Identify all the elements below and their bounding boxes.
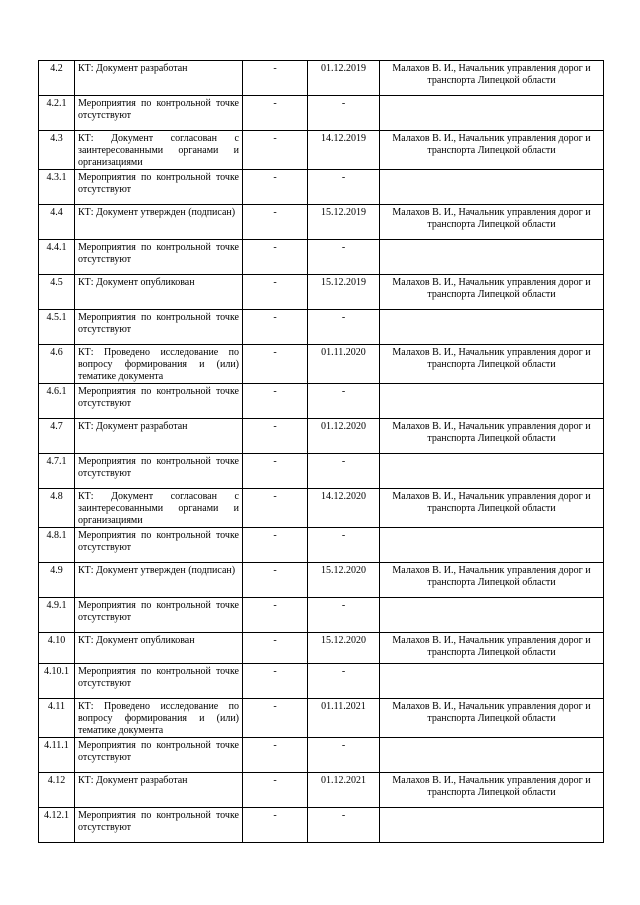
row-start: - [243, 454, 308, 489]
row-responsible [380, 384, 604, 419]
row-number: 4.8 [39, 489, 75, 528]
row-date: - [308, 808, 380, 843]
row-responsible [380, 808, 604, 843]
row-date: - [308, 454, 380, 489]
row-title: Мероприятия по контрольной точке отсутствуют [75, 310, 243, 345]
row-title: КТ: Документ разработан [75, 773, 243, 808]
row-date: 01.11.2021 [308, 699, 380, 738]
row-date: 15.12.2020 [308, 563, 380, 598]
row-number: 4.11 [39, 699, 75, 738]
row-date: 15.12.2019 [308, 275, 380, 310]
plan-table [38, 60, 604, 843]
row-date: 01.12.2020 [308, 419, 380, 454]
table-row [39, 205, 604, 240]
row-responsible: Малахов В. И., Начальник управления дорог и транспорта Липецкой области [380, 419, 604, 454]
plan-table-body [39, 61, 604, 843]
table-row [39, 61, 604, 96]
row-responsible [380, 598, 604, 633]
row-start: - [243, 489, 308, 528]
row-responsible: Малахов В. И., Начальник управления дорог и транспорта Липецкой области [380, 563, 604, 598]
row-date: - [308, 528, 380, 563]
row-number: 4.10.1 [39, 664, 75, 699]
table-row [39, 633, 604, 664]
row-date: 01.12.2019 [308, 61, 380, 96]
table-row [39, 275, 604, 310]
row-title: Мероприятия по контрольной точке отсутствуют [75, 384, 243, 419]
table-row [39, 384, 604, 419]
row-title: Мероприятия по контрольной точке отсутствуют [75, 528, 243, 563]
row-start: - [243, 61, 308, 96]
row-responsible [380, 240, 604, 275]
row-title: Мероприятия по контрольной точке отсутствуют [75, 808, 243, 843]
row-title: Мероприятия по контрольной точке отсутствуют [75, 454, 243, 489]
table-row [39, 664, 604, 699]
row-responsible: Малахов В. И., Начальник управления дорог и транспорта Липецкой области [380, 61, 604, 96]
row-start: - [243, 131, 308, 170]
table-row [39, 131, 604, 170]
table-row [39, 489, 604, 528]
row-title: КТ: Документ утвержден (подписан) [75, 205, 243, 240]
row-start: - [243, 275, 308, 310]
row-responsible [380, 454, 604, 489]
row-responsible: Малахов В. И., Начальник управления дорог и транспорта Липецкой области [380, 205, 604, 240]
row-number: 4.7.1 [39, 454, 75, 489]
row-title: Мероприятия по контрольной точке отсутствуют [75, 738, 243, 773]
row-date: 14.12.2020 [308, 489, 380, 528]
table-row [39, 170, 604, 205]
row-responsible: Малахов В. И., Начальник управления дорог и транспорта Липецкой области [380, 699, 604, 738]
row-responsible: Малахов В. И., Начальник управления дорог и транспорта Липецкой области [380, 131, 604, 170]
row-date: - [308, 240, 380, 275]
row-responsible: Малахов В. И., Начальник управления дорог и транспорта Липецкой области [380, 633, 604, 664]
row-date: - [308, 310, 380, 345]
row-number: 4.9.1 [39, 598, 75, 633]
row-date: - [308, 170, 380, 205]
row-date: 01.11.2020 [308, 345, 380, 384]
row-number: 4.3 [39, 131, 75, 170]
row-start: - [243, 633, 308, 664]
row-date: 14.12.2019 [308, 131, 380, 170]
row-start: - [243, 773, 308, 808]
row-title: Мероприятия по контрольной точке отсутствуют [75, 598, 243, 633]
table-row [39, 454, 604, 489]
row-start: - [243, 808, 308, 843]
row-date: - [308, 96, 380, 131]
row-title: КТ: Документ разработан [75, 419, 243, 454]
row-title: КТ: Проведено исследование по вопросу формирования и (или) тематике документа [75, 699, 243, 738]
row-title: Мероприятия по контрольной точке отсутствуют [75, 170, 243, 205]
row-start: - [243, 664, 308, 699]
row-responsible: Малахов В. И., Начальник управления дорог и транспорта Липецкой области [380, 773, 604, 808]
row-number: 4.2 [39, 61, 75, 96]
row-title: КТ: Документ опубликован [75, 633, 243, 664]
table-row [39, 699, 604, 738]
row-start: - [243, 563, 308, 598]
row-number: 4.9 [39, 563, 75, 598]
row-number: 4.12.1 [39, 808, 75, 843]
table-row [39, 96, 604, 131]
row-responsible [380, 738, 604, 773]
row-date: - [308, 384, 380, 419]
row-title: Мероприятия по контрольной точке отсутствуют [75, 96, 243, 131]
row-number: 4.4.1 [39, 240, 75, 275]
row-start: - [243, 699, 308, 738]
row-start: - [243, 240, 308, 275]
row-number: 4.10 [39, 633, 75, 664]
table-row [39, 528, 604, 563]
row-start: - [243, 345, 308, 384]
table-row [39, 419, 604, 454]
row-number: 4.5 [39, 275, 75, 310]
row-number: 4.12 [39, 773, 75, 808]
row-start: - [243, 310, 308, 345]
row-number: 4.6.1 [39, 384, 75, 419]
row-title: Мероприятия по контрольной точке отсутствуют [75, 664, 243, 699]
table-row [39, 240, 604, 275]
row-number: 4.8.1 [39, 528, 75, 563]
row-responsible [380, 170, 604, 205]
row-start: - [243, 384, 308, 419]
row-start: - [243, 205, 308, 240]
row-number: 4.3.1 [39, 170, 75, 205]
table-row [39, 808, 604, 843]
table-row [39, 345, 604, 384]
row-start: - [243, 96, 308, 131]
row-title: КТ: Документ разработан [75, 61, 243, 96]
row-number: 4.5.1 [39, 310, 75, 345]
row-responsible: Малахов В. И., Начальник управления дорог и транспорта Липецкой области [380, 275, 604, 310]
row-responsible [380, 528, 604, 563]
row-number: 4.11.1 [39, 738, 75, 773]
row-title: Мероприятия по контрольной точке отсутствуют [75, 240, 243, 275]
row-number: 4.2.1 [39, 96, 75, 131]
table-row [39, 773, 604, 808]
row-start: - [243, 738, 308, 773]
row-title: КТ: Документ опубликован [75, 275, 243, 310]
row-number: 4.7 [39, 419, 75, 454]
row-title: КТ: Документ утвержден (подписан) [75, 563, 243, 598]
row-title: КТ: Проведено исследование по вопросу формирования и (или) тематике документа [75, 345, 243, 384]
row-date: 15.12.2020 [308, 633, 380, 664]
row-date: 01.12.2021 [308, 773, 380, 808]
row-start: - [243, 170, 308, 205]
row-responsible [380, 96, 604, 131]
row-responsible [380, 664, 604, 699]
row-title: КТ: Документ согласован с заинтересованными органами и организациями [75, 131, 243, 170]
row-date: - [308, 598, 380, 633]
row-responsible: Малахов В. И., Начальник управления дорог и транспорта Липецкой области [380, 489, 604, 528]
row-responsible: Малахов В. И., Начальник управления дорог и транспорта Липецкой области [380, 345, 604, 384]
table-row [39, 738, 604, 773]
row-responsible [380, 310, 604, 345]
row-date: - [308, 738, 380, 773]
row-start: - [243, 419, 308, 454]
row-start: - [243, 598, 308, 633]
row-title: КТ: Документ согласован с заинтересованными органами и организациями [75, 489, 243, 528]
row-date: - [308, 664, 380, 699]
row-number: 4.6 [39, 345, 75, 384]
row-start: - [243, 528, 308, 563]
row-date: 15.12.2019 [308, 205, 380, 240]
table-row [39, 598, 604, 633]
table-row [39, 563, 604, 598]
table-row [39, 310, 604, 345]
row-number: 4.4 [39, 205, 75, 240]
